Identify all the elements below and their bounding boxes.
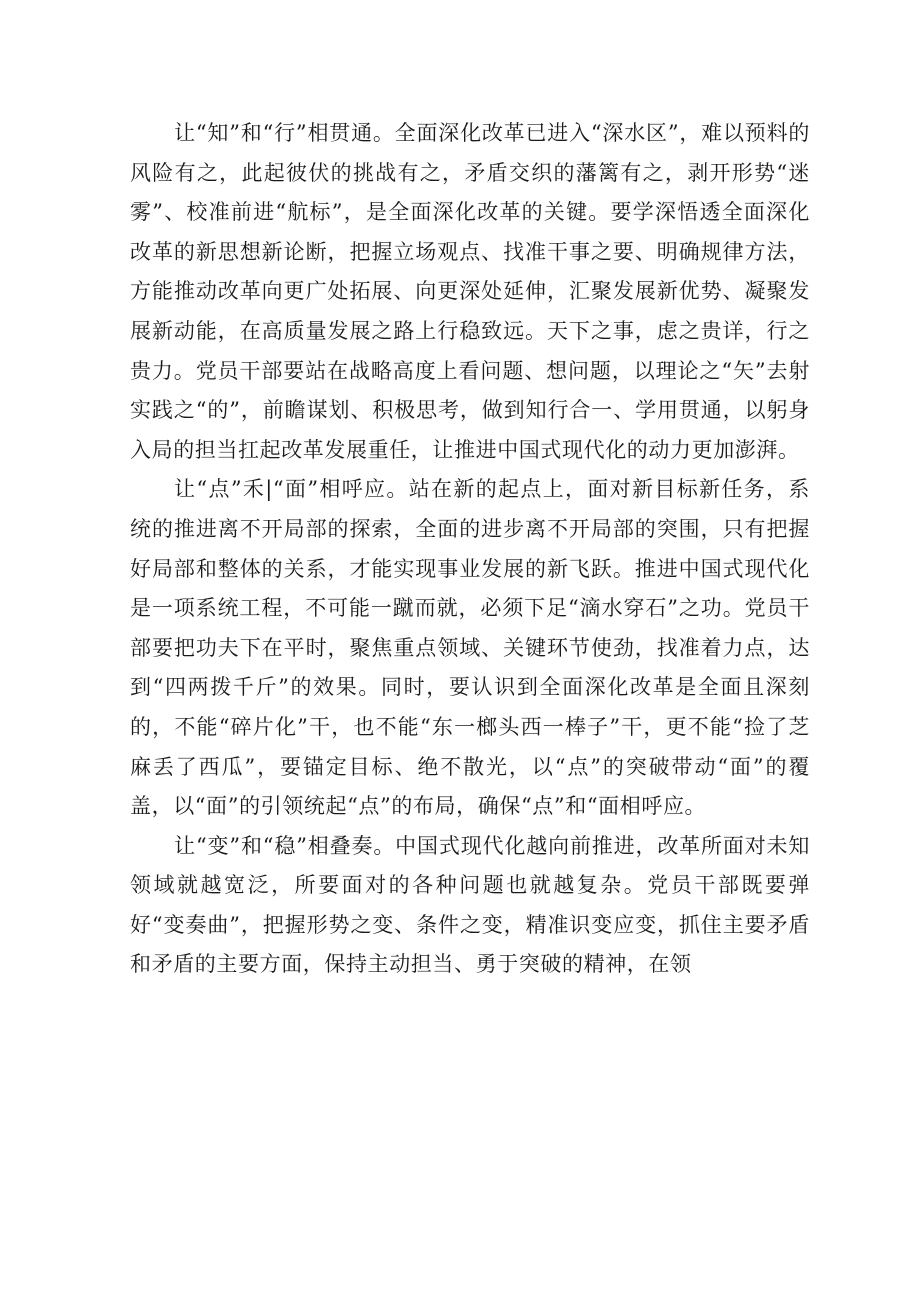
paragraph-point-surface: 让“点”禾|“面”相呼应。站在新的起点上，面对新目标新任务，系统的推进离不开局部的探索，全面的进步离不开局部的突围，只有把握好局部和整体的关系，才能实现事业发展的新飞跃。推进中国式现代化是一项系统工程，不可能一蹴而就，必须下足“滴水穿石”之功。党员干部要把功夫下在平时，聚焦重点领域、关键环节使劲，找准着力点，达到“四两拨千斤”的效果。同时，要认识到全面深化改革是全面且深刻的，不能“碎片化”干，也不能“东一榔头西一棒子”干，更不能“捡了芝麻丢了西瓜”，要锚定目标、绝不散光，以“点”的突破带动“面”的覆盖，以“面”的引领统起“点”的布局，确保“点”和“面相呼应。 <box>130 477 810 819</box>
paragraph-change-stability: 让“变”和“稳”相叠奏。中国式现代化越向前推进，改革所面对未知领域就越宽泛，所要面对的各种问题也就越复杂。党员干部既要弹好“变奏曲”，把握形势之变、条件之变，精准识变应变，抓住主要矛盾和矛盾的主要方面，保持主动担当、勇于突破的精神，在领 <box>130 833 810 977</box>
article-body <box>130 114 810 985</box>
paragraph-knowledge-action: 让“知”和“行”相贯通。全面深化改革已进入“深水区”，难以预料的风险有之，此起彼伏的挑战有之，矛盾交织的藩篱有之，剥开形势“迷雾”、校准前进“航标”，是全面深化改革的关键。要学深悟透全面深化改革的新思想新论断，把握立场观点、找准干事之要、明确规律方法，方能推动改革向更广处拓展、向更深处延伸，汇聚发展新优势、凝聚发展新动能，在高质量发展之路上行稳致远。天下之事，虑之贵详，行之贵力。党员干部要站在战略高度上看问题、想问题，以理论之“矢”去射实践之“的”，前瞻谋划、积极思考，做到知行合一、学用贯通，以躬身入局的担当扛起改革发展重任，让推进中国式现代化的动力更加澎湃。 <box>130 121 810 462</box>
